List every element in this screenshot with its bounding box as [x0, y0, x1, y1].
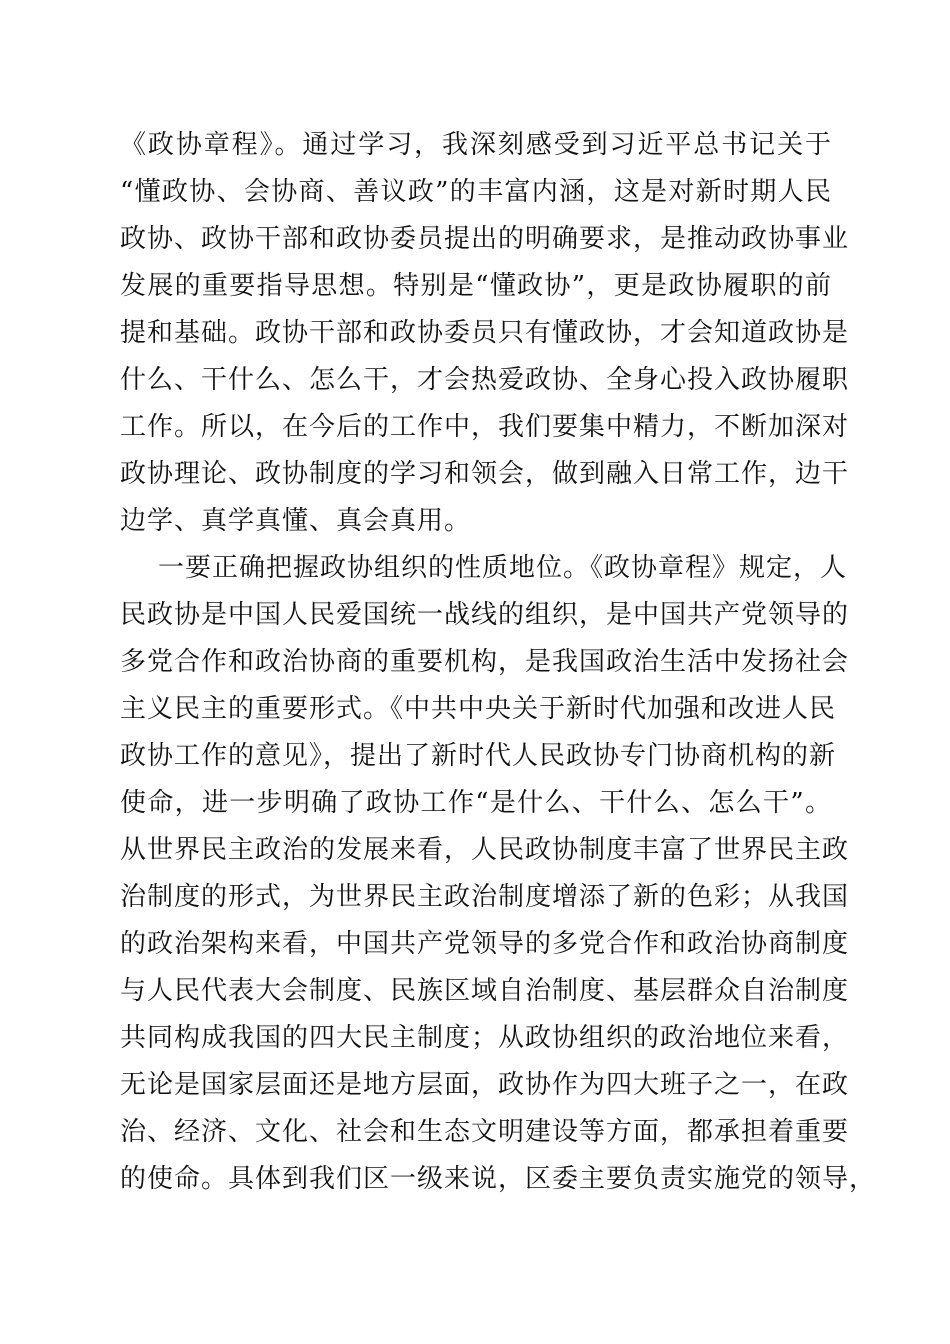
text-line: 民政协是中国人民爱国统一战线的组织，是中国共产党领导的 [120, 600, 850, 630]
text-line: 治制度的形式，为世界民主政治制度增添了新的色彩；从我国 [120, 882, 850, 912]
paragraph-start-line: 一要正确把握政协组织的性质地位。《政协章程》规定，人 [158, 553, 848, 583]
text-line: 的政治架构来看，中国共产党领导的多党合作和政治协商制度 [120, 929, 850, 959]
text-line: 从世界民主政治的发展来看，人民政协制度丰富了世界民主政 [120, 835, 850, 865]
text-line: 的使命。具体到我们区一级来说，区委主要负责实施党的领导， [120, 1164, 877, 1194]
text-line: 政协理论、政协制度的学习和领会，做到融入日常工作，边干 [120, 459, 850, 489]
text-line: 多党合作和政治协商的重要机构，是我国政治生活中发扬社会 [120, 647, 850, 677]
text-line: 使命，进一步明确了政协工作“是什么、干什么、怎么干”。 [120, 788, 832, 818]
text-line: 边学、真学真懂、真会真用。 [120, 506, 472, 536]
text-line: 发展的重要指导思想。特别是“懂政协”，更是政协履职的前 [120, 271, 832, 301]
text-line: 工作。所以，在今后的工作中，我们要集中精力，不断加深对 [120, 412, 850, 442]
text-line: “懂政协、会协商、善议政”的丰富内涵，这是对新时期人民 [120, 177, 832, 207]
text-line: 提和基础。政协干部和政协委员只有懂政协，才会知道政协是 [120, 318, 850, 348]
document-body [120, 122, 877, 1203]
text-line: 《政协章程》。通过学习，我深刻感受到习近平总书记关于 [120, 130, 832, 160]
text-line: 无论是国家层面还是地方层面，政协作为四大班子之一，在政 [120, 1070, 850, 1100]
text-line: 治、经济、文化、社会和生态文明建设等方面，都承担着重要 [120, 1117, 850, 1147]
text-line: 政协工作的意见》，提出了新时代人民政协专门协商机构的新 [120, 741, 837, 771]
text-line: 共同构成我国的四大民主制度；从政协组织的政治地位来看， [120, 1023, 850, 1053]
text-line: 与人民代表大会制度、民族区域自治制度、基层群众自治制度 [120, 976, 850, 1006]
text-line: 主义民主的重要形式。《中共中央关于新时代加强和改进人民 [120, 694, 837, 724]
text-line: 什么、干什么、怎么干，才会热爱政协、全身心投入政协履职 [120, 365, 850, 395]
text-line: 政协、政协干部和政协委员提出的明确要求，是推动政协事业 [120, 224, 850, 254]
